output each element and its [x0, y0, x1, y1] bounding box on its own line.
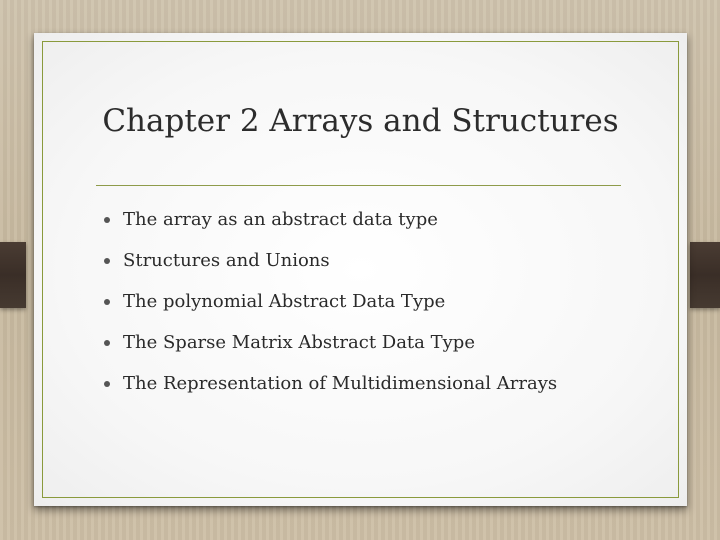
slide-title: Chapter 2 Arrays and Structures — [102, 103, 619, 139]
bullet-icon — [104, 340, 110, 346]
bullet-text: The Sparse Matrix Abstract Data Type — [123, 332, 475, 353]
bullet-text: Structures and Unions — [123, 250, 330, 271]
bullet-list — [104, 199, 664, 404]
bullet-item — [104, 199, 664, 240]
bullet-icon — [104, 299, 110, 305]
slide-card — [34, 33, 687, 506]
left-decorative-tab — [0, 242, 26, 308]
title-divider — [96, 185, 621, 186]
bullet-icon — [104, 381, 110, 387]
bullet-item — [104, 363, 664, 404]
bullet-text: The polynomial Abstract Data Type — [123, 291, 446, 312]
bullet-icon — [104, 258, 110, 264]
bullet-item — [104, 240, 664, 281]
bullet-text: The Representation of Multidimensional Arrays — [123, 373, 558, 394]
bullet-icon — [104, 217, 110, 223]
bullet-item — [104, 281, 664, 322]
right-decorative-tab — [690, 242, 720, 308]
bullet-item — [104, 322, 664, 363]
bullet-text: The array as an abstract data type — [123, 209, 438, 230]
